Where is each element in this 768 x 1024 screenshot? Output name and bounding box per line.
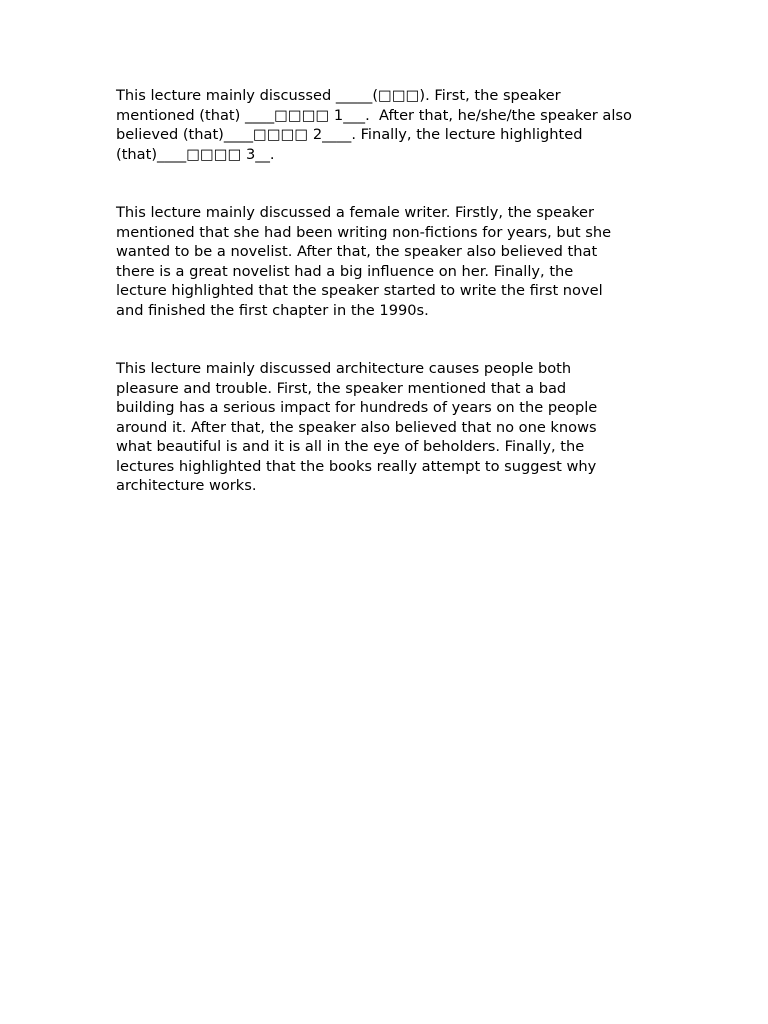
text-line: lectures highlighted that the books really attempt to suggest why (116, 457, 597, 475)
text-line: wanted to be a novelist. After that, the speaker also believed that (116, 243, 598, 260)
document-page (116, 86, 648, 496)
text-line: there is a great novelist had a big influence on her. Finally, the (116, 262, 574, 280)
text-line: building has a serious impact for hundreds of years on the people (116, 399, 598, 416)
text-line: and finished the first chapter in the 1990s. (116, 301, 429, 319)
text-line: pleasure and trouble. First, the speaker mentioned that a bad (116, 379, 567, 397)
paragraph-template (116, 86, 648, 164)
text-line: mentioned that she had been writing non-fictions for years, but she (116, 223, 612, 241)
text-line: This lecture mainly discussed a female writer. Firstly, the speaker (116, 204, 594, 221)
text-line: lecture highlighted that the speaker started to write the first novel (116, 282, 603, 299)
paragraph-female-writer (116, 203, 648, 320)
text-line: This lecture mainly discussed architecture causes people both (116, 360, 572, 377)
text-line: architecture works. (116, 477, 257, 494)
text-line: believed (that)____□□□□ 2____. Finally, the lecture highlighted (116, 126, 583, 143)
paragraph-architecture (116, 359, 648, 496)
text-line: (that)____□□□□ 3__. (116, 145, 275, 163)
text-line: what beautiful is and it is all in the eye of beholders. Finally, the (116, 438, 585, 455)
text-line: This lecture mainly discussed _____(□□□). First, the speaker (116, 87, 561, 104)
text-line: around it. After that, the speaker also believed that no one knows (116, 418, 597, 436)
text-line: mentioned (that) ____□□□□ 1___. After that, he/she/the speaker also (116, 106, 632, 124)
